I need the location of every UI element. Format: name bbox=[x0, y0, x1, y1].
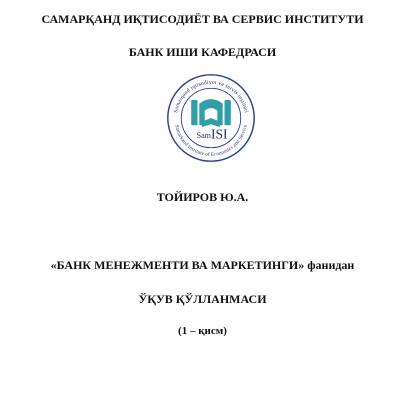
subject-line bbox=[0, 258, 405, 273]
logo-mark-sam: Sam bbox=[196, 130, 211, 140]
institute-logo bbox=[166, 73, 256, 163]
document-type: ЎҚУВ ҚЎЛЛАНМАСИ bbox=[138, 292, 267, 306]
institute-name: САМАРҚАНД ИҚТИСОДИЁТ ВА СЕРВИС ИНСТИТУТИ bbox=[41, 12, 364, 26]
logo-ring-text-top: Samarqand iqtisodiyot va servis instituti bbox=[173, 79, 249, 114]
logo-mark-isi: ISI bbox=[211, 126, 228, 142]
part-number: (1 – қисм) bbox=[178, 325, 227, 337]
subject-suffix: фанидан bbox=[304, 258, 355, 272]
subject-title: «БАНК МЕНЕЖМЕНТИ ВА МАРКЕТИНГИ» bbox=[50, 258, 305, 272]
logo-ring-text-bottom: Samarkand Institute of Economics and Service bbox=[173, 124, 249, 158]
department-name: БАНК ИШИ КАФЕДРАСИ bbox=[128, 45, 277, 59]
author-name: ТОЙИРОВ Ю.А. bbox=[156, 190, 249, 204]
